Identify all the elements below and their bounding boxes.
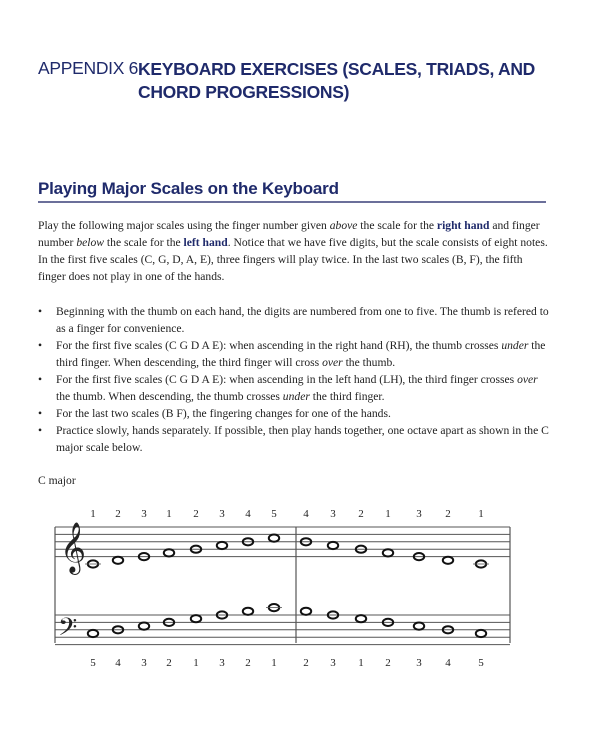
list-item-text: For the first five scales (C G D A E): when ascending in the left hand (LH), the third finger crosses [56, 373, 518, 386]
finger-number: 2 [303, 657, 309, 669]
bass-notes [88, 604, 486, 637]
finger-number: 1 [478, 508, 484, 520]
bullet-icon: • [38, 407, 43, 420]
list-item-text: For the first five scales (C G D A E): when ascending in the right hand (RH), the thumb crosses [56, 339, 502, 352]
list-item-text: the third finger. When descending, the third finger will cross [56, 339, 546, 369]
finger-number: 4 [245, 508, 251, 520]
intro-text: and finger number [38, 219, 540, 249]
intro-emphasis-above: above [329, 219, 358, 232]
bullet-icon: • [38, 305, 43, 318]
whole-note [217, 542, 227, 549]
list-item-emphasis: under [501, 339, 529, 352]
intro-paragraph [38, 217, 550, 285]
finger-number: 3 [141, 657, 147, 669]
intro-left-hand: left hand [183, 236, 228, 249]
finger-number: 1 [271, 657, 277, 669]
finger-number: 1 [193, 657, 199, 669]
music-score [0, 495, 600, 675]
right-hand-fingering [90, 508, 484, 520]
list-item [38, 337, 550, 371]
whole-note [301, 608, 311, 615]
finger-number: 2 [385, 657, 391, 669]
intro-right-hand: right hand [436, 219, 490, 232]
finger-number: 3 [330, 508, 336, 520]
whole-note [356, 615, 366, 622]
whole-note [191, 615, 201, 622]
intro-text: . Notice that we have five digits, but the scale consists of eight notes. In the first five scales (C, G, D, A, E), three fingers will play twice. In the last two scales (B, F), the fifth finger does not play in one of the hands. [38, 236, 548, 283]
finger-number: 2 [245, 657, 251, 669]
whole-note [414, 623, 424, 630]
finger-number: 2 [358, 508, 364, 520]
finger-number: 1 [90, 508, 96, 520]
intro-text: Play the following major scales using the finger number given [38, 219, 330, 232]
list-item-text: For the last two scales (B F), the fingering changes for one of the hands. [56, 407, 391, 420]
list-item-emphasis: under [282, 390, 310, 403]
list-item [38, 405, 550, 422]
whole-note [88, 630, 98, 637]
list-item-text: the thumb. [342, 356, 396, 369]
bullet-icon: • [38, 339, 43, 352]
left-hand-fingering [90, 657, 484, 669]
list-item [38, 303, 550, 337]
instruction-list [38, 303, 550, 456]
whole-note [328, 542, 338, 549]
whole-note [383, 549, 393, 556]
finger-number: 3 [416, 657, 422, 669]
finger-number: 3 [330, 657, 336, 669]
finger-number: 2 [193, 508, 199, 520]
finger-number: 5 [90, 657, 96, 669]
finger-number: 4 [115, 657, 121, 669]
list-item-text: the thumb. When descending, the thumb crosses [56, 390, 283, 403]
whole-note [113, 557, 123, 564]
finger-number: 4 [445, 657, 451, 669]
whole-note [164, 549, 174, 556]
finger-number: 2 [115, 508, 121, 520]
finger-number: 2 [445, 508, 451, 520]
list-item-text: Beginning with the thumb on each hand, the digits are numbered from one to five. The thumb is refered to as a finger for convenience. [56, 305, 549, 335]
list-item [38, 371, 550, 405]
list-item-emphasis: over [517, 373, 538, 386]
whole-note [139, 623, 149, 630]
whole-note [269, 535, 279, 542]
intro-text: the scale for the [357, 219, 437, 232]
finger-number: 5 [478, 657, 484, 669]
finger-number: 4 [303, 508, 309, 520]
score-caption: C major [38, 474, 76, 487]
bass-clef-icon: 𝄢 [58, 613, 78, 648]
list-item [38, 422, 550, 456]
whole-note [443, 557, 453, 564]
whole-note [476, 630, 486, 637]
list-item-emphasis: over [322, 356, 343, 369]
intro-emphasis-below: below [76, 236, 105, 249]
finger-number: 3 [219, 508, 225, 520]
treble-staff [55, 527, 510, 557]
finger-number: 5 [271, 508, 277, 520]
treble-notes [85, 535, 489, 568]
finger-number: 1 [166, 508, 172, 520]
bullet-icon: • [38, 373, 43, 386]
finger-number: 2 [166, 657, 172, 669]
appendix-title [138, 58, 538, 104]
finger-number: 3 [141, 508, 147, 520]
finger-number: 3 [416, 508, 422, 520]
finger-number: 1 [358, 657, 364, 669]
section-heading: Playing Major Scales on the Keyboard [38, 179, 339, 198]
list-item-text: the third finger. [309, 390, 385, 403]
list-item-text: Practice slowly, hands separately. If possible, then play hands together, one octave apart as shown in the C major scale below. [56, 424, 549, 454]
finger-number: 3 [219, 657, 225, 669]
treble-clef-icon: 𝄞 [60, 522, 87, 573]
intro-text: the scale for the [104, 236, 184, 249]
appendix-title-line2: CHORD PROGRESSIONS) [138, 82, 350, 102]
section-divider [38, 201, 546, 203]
bullet-icon: • [38, 424, 43, 437]
appendix-label: APPENDIX 6 [38, 58, 139, 78]
appendix-title-line1: KEYBOARD EXERCISES (SCALES, TRIADS, AND [138, 59, 536, 79]
whole-note [243, 608, 253, 615]
finger-number: 1 [385, 508, 391, 520]
